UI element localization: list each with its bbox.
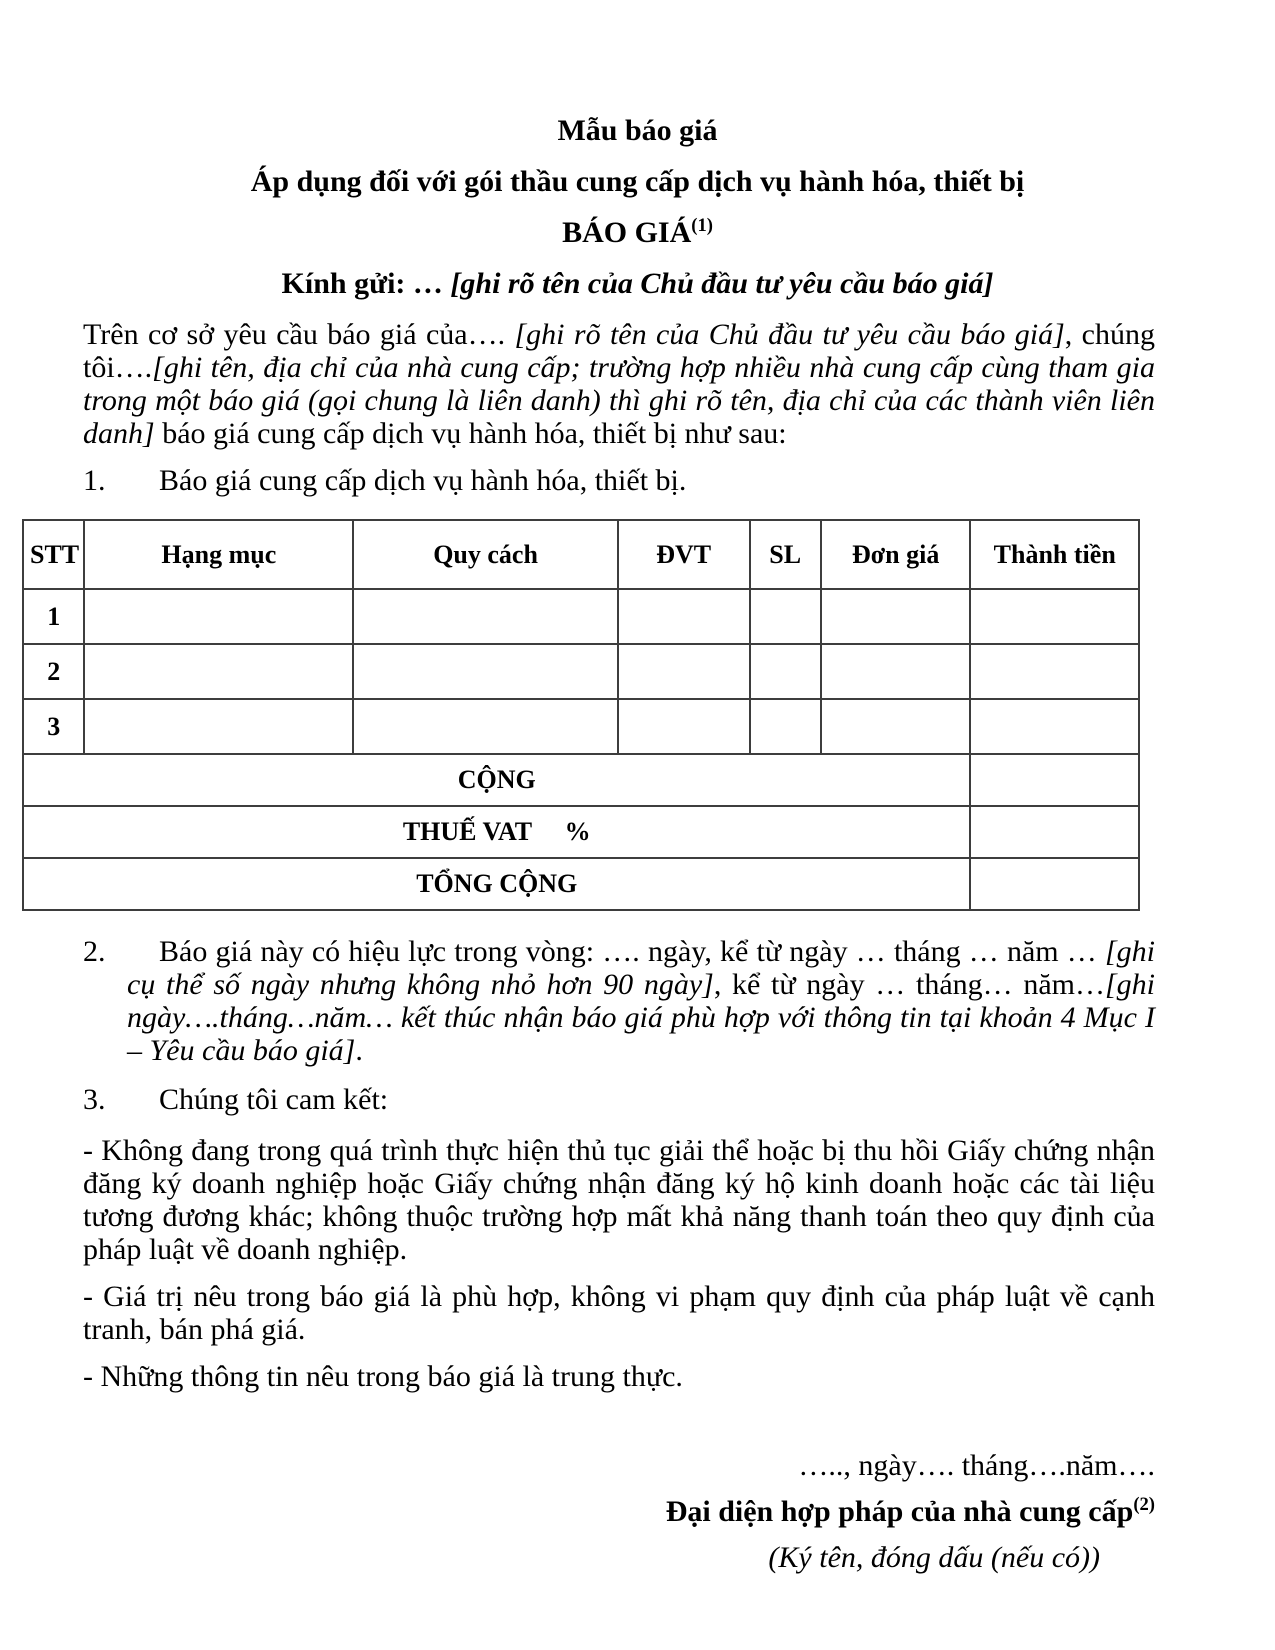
list-item-1: [83, 464, 1155, 497]
row-3-stt: 3: [23, 699, 84, 754]
header-cell-don-gia: Đơn giá: [821, 520, 971, 589]
signature-date-line: ….., ngày…. tháng….năm….: [798, 1449, 1155, 1482]
list-item-3: [83, 1083, 1155, 1116]
list-item-2-text: Báo giá này có hiệu lực trong vòng: …. ngày, kể từ ngày … tháng … năm … [ghi cụ thể số ngày nhưng không nhỏ hơn 90 ngày], kể từ ngày … tháng… năm…[ghi ngày….tháng…năm… kết thúc nhận báo giá phù hợp với thông tin tại khoản 4 Mục I – Yêu cầu báo giá].: [127, 935, 1155, 1067]
summary-label-tong-cong: TỔNG CỘNG: [23, 858, 970, 910]
row-1-quy-cach: [353, 589, 617, 644]
document-title: BÁO GIÁ$^{(1)}$: [562, 215, 713, 249]
row-2-thanh-tien: [970, 644, 1139, 699]
row-3-don-gia: [821, 699, 971, 754]
summary-value-cong: [970, 754, 1139, 806]
quotation-table: [22, 519, 1140, 911]
signature-block: [83, 1449, 1155, 1575]
table-row-1: [23, 589, 1139, 644]
header-cell-thanh-tien: Thành tiền: [970, 520, 1139, 589]
table-summary-row-cong: [23, 754, 1139, 806]
row-1-don-gia: [821, 589, 971, 644]
row-3-quy-cach: [353, 699, 617, 754]
row-3-sl: [750, 699, 821, 754]
row-2-dvt: [618, 644, 750, 699]
row-2-quy-cach: [353, 644, 617, 699]
row-2-don-gia: [821, 644, 971, 699]
header-cell-sl: SL: [750, 520, 821, 589]
list-item-3-text: Chúng tôi cam kết:: [159, 1083, 389, 1116]
header-cell-quy-cach: Quy cách: [353, 520, 617, 589]
list-item-2: [83, 935, 1155, 1067]
intro-paragraph: Trên cơ sở yêu cầu báo giá của…. [ghi rõ tên của Chủ đầu tư yêu cầu báo giá], chúng tôi….[ghi tên, địa chỉ của nhà cung cấp; trường hợp nhiều nhà cung cấp cùng tham gia trong một báo giá (gọi chung là liên danh) thì ghi rõ tên, địa chỉ của các thành viên liên danh] báo giá cung cấp dịch vụ hành hóa, thiết bị như sau:: [83, 318, 1155, 450]
row-2-stt: 2: [23, 644, 84, 699]
summary-label-vat: THUẾ VAT %: [23, 806, 970, 858]
row-2-hang-muc: [84, 644, 353, 699]
list-item-1-text: Báo giá cung cấp dịch vụ hành hóa, thiết bị.: [159, 464, 687, 497]
commitment-3: - Những thông tin nêu trong báo giá là trung thực.: [83, 1360, 683, 1393]
header-cell-stt: STT: [23, 520, 84, 589]
scope-line: Áp dụng đối với gói thầu cung cấp dịch vụ hành hóa, thiết bị: [250, 165, 1025, 198]
row-3-thanh-tien: [970, 699, 1139, 754]
table-row-2: [23, 644, 1139, 699]
table-summary-row-vat: [23, 806, 1139, 858]
salutation-line: Kính gửi: … [ghi rõ tên của Chủ đầu tư yêu cầu báo giá]: [281, 267, 994, 300]
row-1-sl: [750, 589, 821, 644]
form-label: Mẫu báo giá: [557, 114, 718, 147]
row-3-dvt: [618, 699, 750, 754]
commitment-1: - Không đang trong quá trình thực hiện thủ tục giải thể hoặc bị thu hồi Giấy chứng nhận đăng ký doanh nghiệp hoặc Giấy chứng nhận đăng ký hộ kinh doanh hoặc các tài liệu tương đương khác; không thuộc trường hợp mất khả năng thanh toán theo quy định của pháp luật về doanh nghiệp.: [83, 1134, 1155, 1266]
signature-note: (Ký tên, đóng dấu (nếu có)): [768, 1541, 1100, 1574]
document-header: [83, 114, 1192, 301]
header-cell-dvt: ĐVT: [618, 520, 750, 589]
row-2-sl: [750, 644, 821, 699]
signature-representative: Đại diện hợp pháp của nhà cung cấp$^{(2)}$: [665, 1494, 1155, 1528]
summary-label-cong: CỘNG: [23, 754, 970, 806]
row-1-stt: 1: [23, 589, 84, 644]
header-cell-hang-muc: Hạng mục: [84, 520, 353, 589]
row-1-dvt: [618, 589, 750, 644]
table-header-row: [23, 520, 1139, 589]
row-1-thanh-tien: [970, 589, 1139, 644]
commitment-2: - Giá trị nêu trong báo giá là phù hợp, không vi phạm quy định của pháp luật về cạnh tranh, bán phá giá.: [83, 1280, 1155, 1346]
list-item-3-number: 3.: [83, 1083, 106, 1116]
row-3-hang-muc: [84, 699, 353, 754]
table-row-3: [23, 699, 1139, 754]
row-1-hang-muc: [84, 589, 353, 644]
summary-value-tong-cong: [970, 858, 1139, 910]
list-item-2-number: 2.: [83, 935, 106, 968]
list-item-1-number: 1.: [83, 464, 106, 497]
summary-value-vat: [970, 806, 1139, 858]
table-summary-row-tong-cong: [23, 858, 1139, 910]
